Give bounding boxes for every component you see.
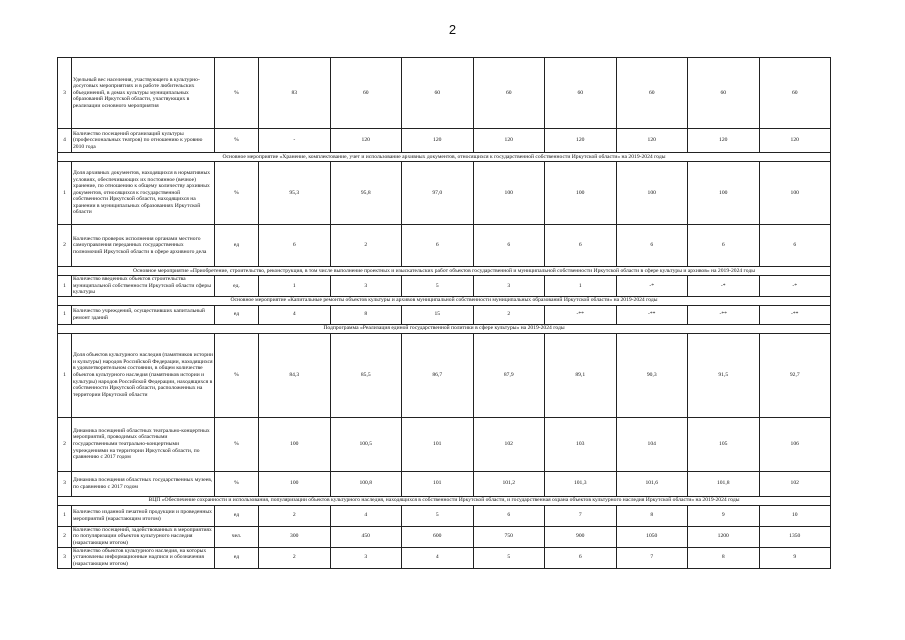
- value-cell: 100: [545, 162, 617, 225]
- value-cell: 4: [330, 505, 402, 526]
- row-number: 4: [58, 129, 72, 153]
- value-cell: 101,8: [688, 471, 760, 496]
- indicator-row: [58, 471, 831, 496]
- value-cell: 6: [259, 225, 331, 267]
- section-title: Основное мероприятие «Капитальные ремонты объектов культуры и архивов муниципальной собственности муниципальных образований Иркутской области» на 2019-2024 годы: [58, 296, 831, 305]
- section-title: Основное мероприятие «Хранение, комплектование, учет и использование архивных документов, относящихся к государственной собственности Иркутской области» на 2019-2024 годы: [58, 153, 831, 162]
- value-cell: 92,7: [759, 333, 831, 417]
- indicator-name: Количество объектов культурного наследия, на которых установлены информационные надписи и обозначения (нарастающим итогом): [72, 547, 215, 568]
- value-cell: -: [259, 129, 331, 153]
- indicator-name: Доля объектов культурного наследия (памятников истории и культуры) народов Российской Федерации, находящихся в удовлетворительном состоянии, в общем количестве объектов культурного наследия (памятников истории и культуры) народов Российской Федерации, находящихся в собственности Иркутской области, расположенных на территории Иркутской области: [72, 333, 215, 417]
- value-cell: -*: [759, 276, 831, 297]
- value-cell: 60: [402, 58, 474, 129]
- indicator-row: [58, 276, 831, 297]
- indicator-row: [58, 305, 831, 324]
- value-cell: 60: [473, 58, 545, 129]
- section-title: Основное мероприятие «Приобретение, строительство, реконструкция, в том числе выполнение проектных и изыскательских работ объектов государственной и муниципальной собственности Иркутской области в сфере культуры и архивов» на 2019-2024 годы: [58, 267, 831, 276]
- value-cell: 8: [688, 547, 760, 568]
- value-cell: 1: [259, 276, 331, 297]
- unit-cell: %: [215, 333, 259, 417]
- indicator-row: [58, 417, 831, 471]
- section-header-row: [58, 324, 831, 333]
- indicators-table: [57, 57, 831, 569]
- indicator-name: Количество введенных объектов строительства муниципальной собственности Иркутской области сферы культуры: [72, 276, 215, 297]
- indicator-row: [58, 225, 831, 267]
- unit-cell: чел.: [215, 526, 259, 547]
- value-cell: 95,8: [330, 162, 402, 225]
- unit-cell: %: [215, 417, 259, 471]
- value-cell: 100,8: [330, 471, 402, 496]
- value-cell: 101,2: [473, 471, 545, 496]
- value-cell: 97,0: [402, 162, 474, 225]
- value-cell: 6: [545, 547, 617, 568]
- indicator-row: [58, 129, 831, 153]
- value-cell: 1050: [616, 526, 688, 547]
- value-cell: 6: [759, 225, 831, 267]
- value-cell: 300: [259, 526, 331, 547]
- value-cell: 3: [330, 547, 402, 568]
- unit-cell: %: [215, 58, 259, 129]
- indicator-row: [58, 58, 831, 129]
- unit-cell: ед: [215, 505, 259, 526]
- value-cell: 5: [473, 547, 545, 568]
- value-cell: 106: [759, 417, 831, 471]
- value-cell: 60: [545, 58, 617, 129]
- value-cell: 6: [545, 225, 617, 267]
- indicator-name: Динамика посещения областных государственных музеев, по сравнению с 2017 годом: [72, 471, 215, 496]
- unit-cell: %: [215, 162, 259, 225]
- value-cell: -*: [688, 276, 760, 297]
- indicator-name: Удельный вес населения, участвующего в культурно-досуговых мероприятиях и в работе любительских объединений, в домах культуры муниципальных образований Иркутской области, участвующих в реализации основного мероприятия: [72, 58, 215, 129]
- value-cell: 9: [688, 505, 760, 526]
- value-cell: 84,3: [259, 333, 331, 417]
- value-cell: 89,1: [545, 333, 617, 417]
- value-cell: 10: [759, 505, 831, 526]
- value-cell: 60: [688, 58, 760, 129]
- page-number: 2: [448, 22, 457, 37]
- value-cell: 60: [330, 58, 402, 129]
- row-number: 2: [58, 417, 72, 471]
- value-cell: 105: [688, 417, 760, 471]
- indicator-name: Количество проверок исполнения органами местного самоуправления переданных государственных полномочий Иркутской области в сфере архивного дела: [72, 225, 215, 267]
- value-cell: 101,3: [545, 471, 617, 496]
- value-cell: 3: [330, 276, 402, 297]
- row-number: 3: [58, 547, 72, 568]
- value-cell: 6: [688, 225, 760, 267]
- section-header-row: [58, 267, 831, 276]
- value-cell: 90,3: [616, 333, 688, 417]
- row-number: 2: [58, 225, 72, 267]
- indicator-name: Количество изданной печатной продукции и проведенных мероприятий (нарастающим итогом): [72, 505, 215, 526]
- value-cell: -**: [759, 305, 831, 324]
- value-cell: -**: [545, 305, 617, 324]
- value-cell: 100: [473, 162, 545, 225]
- indicator-name: Количество посещений организаций культуры (профессиональных театров) по отношению к уровню 2010 года: [72, 129, 215, 153]
- value-cell: 101: [402, 417, 474, 471]
- indicator-row: [58, 162, 831, 225]
- value-cell: 83: [259, 58, 331, 129]
- row-number: 1: [58, 276, 72, 297]
- value-cell: 2: [259, 547, 331, 568]
- value-cell: 3: [473, 276, 545, 297]
- section-header-row: [58, 496, 831, 505]
- indicator-name: Доля архивных документов, находящихся в нормативных условиях, обеспечивающих их постоянное (вечное) хранение, по отношению к общему количеству архивных документов, относящихся к государственной собственности Иркутской области, находящихся на хранении в муниципальных образованиях Иркутской области: [72, 162, 215, 225]
- value-cell: 6: [616, 225, 688, 267]
- value-cell: 120: [545, 129, 617, 153]
- indicator-row: [58, 505, 831, 526]
- section-title: Подпрограмма «Реализация единой государственной политики в сфере культуры» на 2019-2024 годы: [58, 324, 831, 333]
- section-header-row: [58, 153, 831, 162]
- value-cell: 6: [402, 225, 474, 267]
- value-cell: 91,5: [688, 333, 760, 417]
- indicator-row: [58, 547, 831, 568]
- value-cell: 5: [402, 276, 474, 297]
- row-number: 1: [58, 505, 72, 526]
- section-title: ВЦП «Обеспечение сохранности и использования, популяризации объектов культурного наследия, находящихся в собственности Иркутской области, и государственная охрана объектов культурного наследия Иркутской области» на 2019-2024 годы: [58, 496, 831, 505]
- unit-cell: ед: [215, 305, 259, 324]
- value-cell: 102: [473, 417, 545, 471]
- unit-cell: ед.: [215, 276, 259, 297]
- value-cell: 120: [402, 129, 474, 153]
- value-cell: 8: [330, 305, 402, 324]
- unit-cell: ед: [215, 225, 259, 267]
- value-cell: 6: [473, 505, 545, 526]
- value-cell: 1350: [759, 526, 831, 547]
- value-cell: 100: [688, 162, 760, 225]
- value-cell: 1200: [688, 526, 760, 547]
- value-cell: 600: [402, 526, 474, 547]
- value-cell: 120: [473, 129, 545, 153]
- value-cell: 103: [545, 417, 617, 471]
- value-cell: 15: [402, 305, 474, 324]
- value-cell: 100,5: [330, 417, 402, 471]
- value-cell: 9: [759, 547, 831, 568]
- row-number: 1: [58, 305, 72, 324]
- value-cell: 5: [402, 505, 474, 526]
- value-cell: 2: [259, 505, 331, 526]
- unit-cell: %: [215, 129, 259, 153]
- value-cell: 2: [330, 225, 402, 267]
- value-cell: 100: [259, 471, 331, 496]
- value-cell: 750: [473, 526, 545, 547]
- row-number: 3: [58, 58, 72, 129]
- row-number: 1: [58, 333, 72, 417]
- value-cell: 104: [616, 417, 688, 471]
- value-cell: 2: [473, 305, 545, 324]
- value-cell: 100: [759, 162, 831, 225]
- value-cell: 102: [759, 471, 831, 496]
- indicator-row: [58, 526, 831, 547]
- value-cell: 100: [616, 162, 688, 225]
- value-cell: 1: [545, 276, 617, 297]
- value-cell: 450: [330, 526, 402, 547]
- value-cell: 87,9: [473, 333, 545, 417]
- value-cell: 100: [259, 417, 331, 471]
- value-cell: 86,7: [402, 333, 474, 417]
- value-cell: 85,5: [330, 333, 402, 417]
- unit-cell: ед: [215, 547, 259, 568]
- value-cell: 120: [688, 129, 760, 153]
- unit-cell: %: [215, 471, 259, 496]
- value-cell: 7: [616, 547, 688, 568]
- indicator-row: [58, 333, 831, 417]
- value-cell: 4: [402, 547, 474, 568]
- value-cell: -**: [616, 305, 688, 324]
- value-cell: 120: [330, 129, 402, 153]
- value-cell: 101: [402, 471, 474, 496]
- value-cell: 7: [545, 505, 617, 526]
- value-cell: 900: [545, 526, 617, 547]
- value-cell: -**: [688, 305, 760, 324]
- indicator-name: Количество посещений, задействованных в мероприятиях по популяризации объектов культурного наследия (нарастающим итогом): [72, 526, 215, 547]
- row-number: 3: [58, 471, 72, 496]
- value-cell: 120: [759, 129, 831, 153]
- value-cell: -*: [616, 276, 688, 297]
- value-cell: 60: [759, 58, 831, 129]
- value-cell: 8: [616, 505, 688, 526]
- value-cell: 60: [616, 58, 688, 129]
- value-cell: 95,3: [259, 162, 331, 225]
- row-number: 1: [58, 162, 72, 225]
- indicator-name: Количество учреждений, осуществивших капитальный ремонт зданий: [72, 305, 215, 324]
- section-header-row: [58, 296, 831, 305]
- value-cell: 4: [259, 305, 331, 324]
- value-cell: 120: [616, 129, 688, 153]
- value-cell: 6: [473, 225, 545, 267]
- value-cell: 101,6: [616, 471, 688, 496]
- row-number: 2: [58, 526, 72, 547]
- indicator-name: Динамика посещений областных театрально-концертных мероприятий, проводимых областными государственными театрально-концертными учреждениями на территории Иркутской области, по сравнению с 2017 годом: [72, 417, 215, 471]
